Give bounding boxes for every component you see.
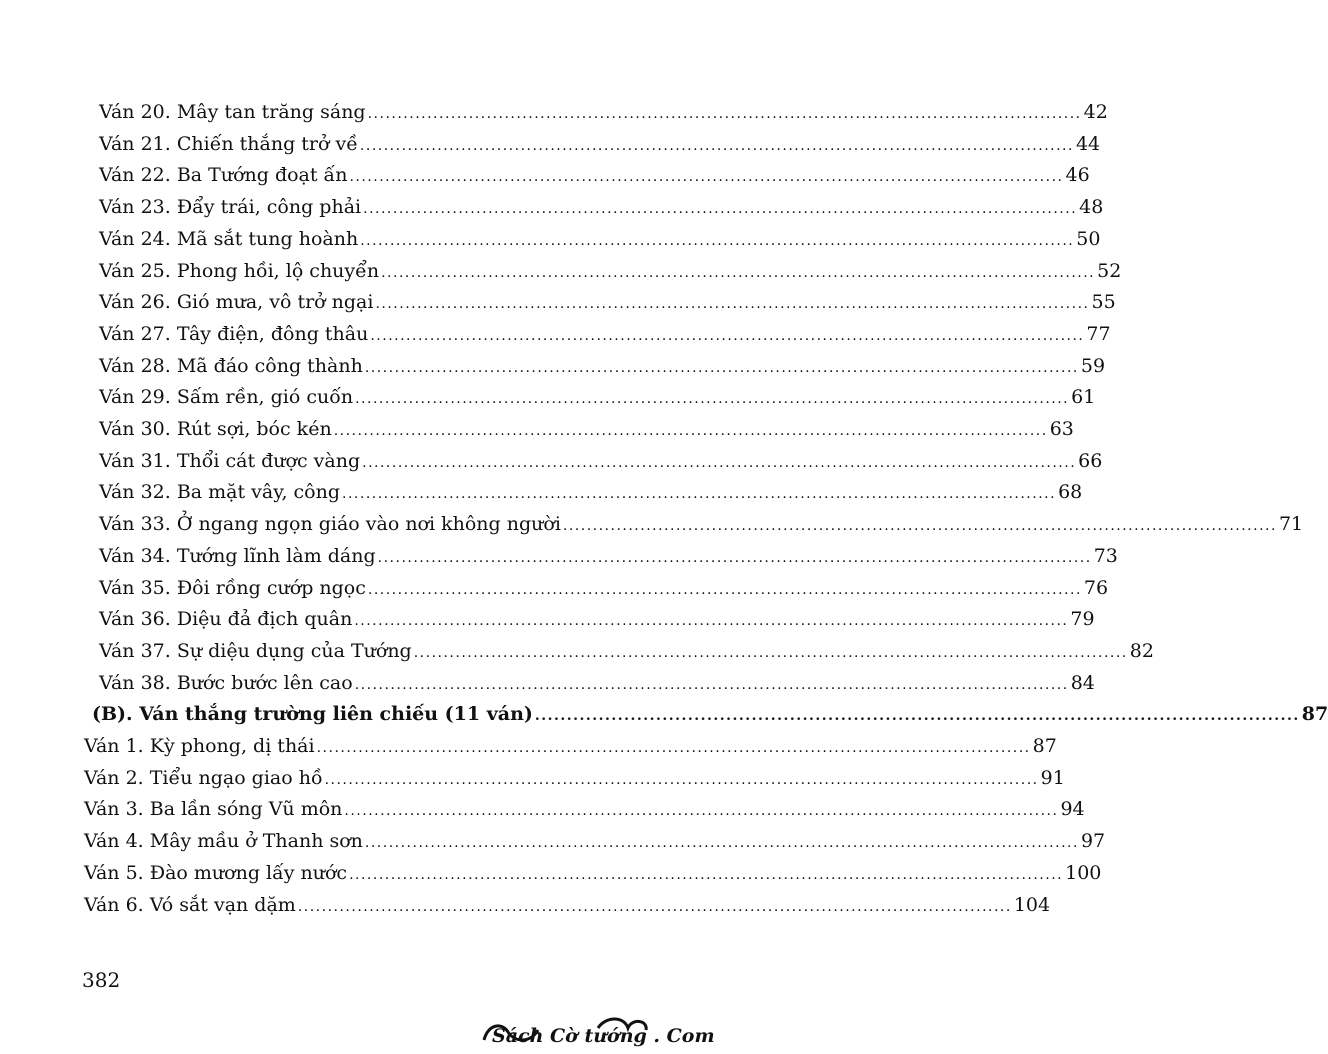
toc-entry-page: 44 [1075, 132, 1101, 155]
toc-dot-leader: ........................................................................................................................ [375, 296, 1090, 313]
toc-entry-page: 55 [1091, 291, 1116, 314]
toc-entry [84, 762, 1065, 794]
toc-entry-title: Ván 5. Đào mương lấy nước [84, 861, 348, 884]
toc-dot-leader: ........................................................................................................................ [349, 866, 1064, 883]
toc-entry-title: Ván 31. Thổi cát được vàng [99, 449, 361, 472]
toc-entry [99, 508, 1304, 540]
toc-dot-leader: ........................................................................................................................ [377, 549, 1092, 566]
toc-entry-page: 52 [1097, 259, 1122, 282]
toc-dot-leader: ........................................................................................................................ [413, 644, 1128, 661]
page-number: 382 [82, 968, 121, 992]
toc-entry [99, 128, 1101, 160]
toc-entry-page: 97 [1080, 830, 1106, 853]
toc-entry [99, 540, 1118, 572]
toc-entry-title: Ván 34. Tướng lĩnh làm dáng [99, 544, 376, 567]
toc-dot-leader: ........................................................................................................................ [342, 486, 1057, 503]
toc-entry-page: 73 [1093, 544, 1118, 567]
toc-dot-leader: ........................................................................................................................ [381, 264, 1096, 281]
toc-entry-title: Ván 33. Ở ngang ngọn giáo vào nơi không người [99, 513, 561, 536]
toc-entry [84, 793, 1085, 825]
toc-entry-title: Ván 37. Sự diệu dụng của Tướng [99, 639, 412, 662]
toc-entry-title: Ván 25. Phong hồi, lộ chuyển [99, 259, 380, 282]
toc-dot-leader: ........................................................................................................................ [363, 201, 1078, 218]
toc-entry-page: 66 [1078, 449, 1103, 472]
toc-entry-title: Ván 4. Mây mầu ở Thanh sơn [84, 830, 363, 853]
toc-dot-leader: ........................................................................................................................ [297, 898, 1012, 915]
toc-entry-page: 104 [1013, 893, 1051, 916]
toc-entry [99, 603, 1095, 635]
toc-entry-page: 87 [1301, 703, 1328, 726]
toc-entry-title: Ván 32. Ba mặt vây, công [99, 481, 341, 504]
toc-dot-leader: ........................................................................................................................ [333, 423, 1048, 439]
toc-dot-leader: ........................................................................................................................ [367, 106, 1082, 122]
toc-entry [99, 445, 1103, 477]
toc-entry [99, 667, 1095, 699]
toc-entry-page: 59 [1080, 354, 1106, 377]
toc-entry-title: Ván 28. Mã đáo công thành [99, 354, 363, 377]
toc-entry-title: Ván 1. Kỳ phong, dị thái [84, 735, 315, 757]
toc-entry-title: Ván 20. Mây tan trăng sáng [99, 101, 366, 123]
toc-entry-page: 100 [1065, 861, 1102, 884]
toc-entry-page: 76 [1083, 576, 1109, 599]
toc-dot-leader: ........................................................................................................................ [359, 137, 1074, 154]
toc-entry-title: Ván 24. Mã sắt tung hoành [99, 227, 359, 250]
toc-entry [99, 413, 1074, 445]
toc-entry-page: 42 [1083, 101, 1108, 123]
toc-entry-page: 63 [1049, 418, 1074, 440]
toc-entry-page: 61 [1071, 386, 1096, 409]
toc-dot-leader: ........................................................................................................................ [370, 327, 1085, 344]
toc-dot-leader: ........................................................................................................................ [316, 740, 1031, 756]
toc-entry-title: Ván 22. Ba Tướng đoạt ấn [99, 164, 348, 187]
toc-entry-page: 82 [1129, 639, 1154, 662]
toc-entry-page: 77 [1086, 322, 1111, 345]
toc-dot-leader: ........................................................................................................................ [562, 518, 1277, 535]
toc-entry [84, 730, 1057, 762]
toc-entry-page: 94 [1060, 798, 1085, 821]
toc-entry-title: Ván 35. Đôi rồng cướp ngọc [99, 576, 366, 599]
toc-entry [99, 191, 1104, 223]
toc-entry-title: Ván 21. Chiến thắng trở về [99, 132, 358, 155]
toc-entry-title: Ván 26. Gió mưa, vô trở ngại [99, 291, 374, 314]
toc-entry-title: Ván 2. Tiểu ngạo giao hồ [84, 766, 323, 789]
toc-dot-leader: ........................................................................................................................ [364, 359, 1079, 376]
toc-entry-page: 50 [1076, 227, 1101, 250]
toc-dot-leader: ........................................................................................................................ [360, 232, 1075, 249]
toc-entry [99, 350, 1106, 382]
toc-dot-leader: ........................................................................................................................ [355, 391, 1070, 408]
toc-dot-leader: ........................................................................................................................ [362, 454, 1077, 471]
toc-entry-title: Ván 27. Tây điện, đông thâu [99, 322, 369, 345]
toc-entry-title: Ván 36. Diệu đả địch quân [99, 608, 353, 631]
toc-entry-title: Ván 38. Bước bước lên cao [99, 671, 353, 694]
toc-entry [99, 286, 1116, 318]
toc-dot-leader: ........................................................................................................................ [354, 613, 1069, 630]
toc-dot-leader: ........................................................................................................................ [354, 676, 1069, 693]
toc-entry-title: Ván 6. Vó sắt vạn dặm [84, 893, 296, 916]
toc-entry [99, 635, 1154, 667]
toc-entry [84, 889, 1051, 921]
toc-entry-page: 48 [1079, 196, 1104, 219]
toc-entry [99, 159, 1090, 191]
toc-entry [99, 96, 1108, 128]
toc-dot-leader: ........................................................................................................................ [344, 803, 1059, 820]
toc-entry [99, 572, 1109, 604]
toc-entry-page: 68 [1058, 481, 1083, 504]
toc-entry-title: Ván 29. Sấm rền, gió cuốn [99, 386, 354, 409]
toc-entry-page: 79 [1070, 608, 1095, 631]
toc-section-heading [92, 698, 1328, 730]
toc-entry-title: (B). Ván thắng trường liên chiếu (11 ván) [92, 703, 533, 726]
toc-entry [99, 223, 1101, 255]
toc-entry-page: 91 [1040, 766, 1065, 789]
toc-entry-page: 87 [1032, 735, 1057, 757]
toc-entry-title: Ván 3. Ba lần sóng Vũ môn [84, 798, 343, 821]
toc-entry [99, 318, 1111, 350]
toc-entry-page: 71 [1278, 513, 1304, 536]
toc-entry-title: Ván 30. Rút sợi, bóc kén [99, 418, 332, 440]
toc-entry-page: 84 [1070, 671, 1095, 694]
toc-entry [84, 857, 1102, 889]
toc-dot-leader: ........................................................................................................................ [367, 581, 1082, 598]
toc-entry-page: 46 [1065, 164, 1090, 187]
toc-dot-leader: ........................................................................................................................ [364, 835, 1079, 852]
toc-entry [99, 255, 1122, 287]
toc-dot-leader: ........................................................................................................................ [349, 169, 1064, 186]
toc-entry [99, 476, 1083, 508]
watermark-logo [478, 1014, 715, 1050]
toc-entry [99, 381, 1096, 413]
toc-dot-leader: ........................................................................................................................ [534, 708, 1300, 725]
toc-entry-title: Ván 23. Đẩy trái, công phải [99, 196, 362, 219]
toc-dot-leader: ........................................................................................................................ [324, 771, 1039, 788]
toc-entry [84, 825, 1106, 857]
watermark-text: Sách Cờ tướng . Com [492, 1025, 715, 1047]
